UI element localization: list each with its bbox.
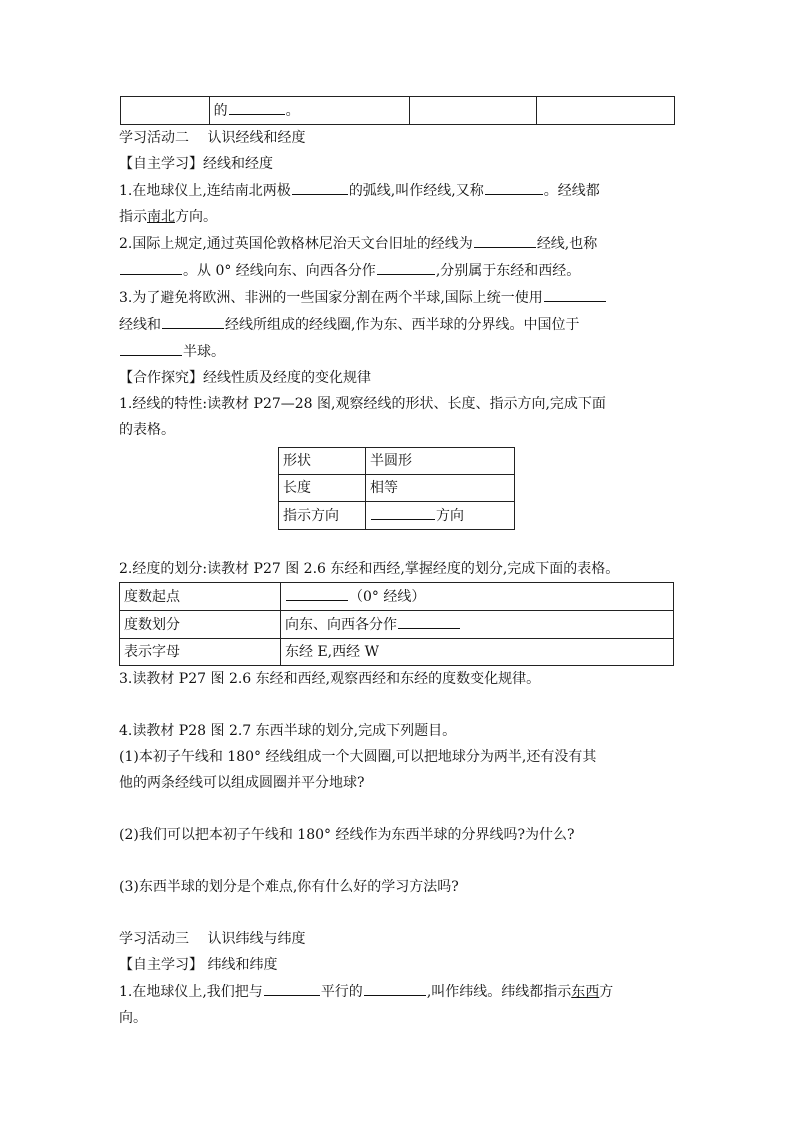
top-table-cell-3 xyxy=(410,97,536,125)
activity-2-title: 学习活动二 认识经线和经度 xyxy=(119,130,306,146)
table-cell-value: 半圆形 xyxy=(366,448,515,475)
text: 经线和 xyxy=(119,317,161,333)
text: 1.在地球仪上,我们把与 xyxy=(119,984,263,1000)
text: 经线所组成的经线圈,作为东、西半球的分界线。中国位于 xyxy=(225,317,580,333)
cooperative-inquiry-heading: 【合作探究】经线性质及经度的变化规律 xyxy=(119,370,371,386)
text: 方向。 xyxy=(175,209,217,225)
text: （0° 经线） xyxy=(349,589,426,605)
table-cell-value xyxy=(366,502,515,530)
answer-blank[interactable] xyxy=(398,611,460,629)
underlined-text: 东西 xyxy=(571,984,600,1000)
text: ,分别属于东经和西经。 xyxy=(435,263,581,279)
table-cell-value: 东经 E,西经 W xyxy=(281,639,674,666)
meridian-properties-table xyxy=(278,447,515,530)
inquiry-4-1-cont: 他的两条经线可以组成圆圈并平分地球? xyxy=(119,775,365,791)
answer-blank[interactable] xyxy=(229,97,285,115)
inquiry-4-1: (1)本初子午线和 180° 经线组成一个大圆圈,可以把地球分为两半,还有没有其 xyxy=(119,749,597,765)
table-cell-value xyxy=(281,583,674,611)
text: ,叫作纬线。纬线都指示 xyxy=(426,984,572,1000)
table-row xyxy=(279,475,515,502)
longitude-division-table xyxy=(119,582,674,666)
answer-blank[interactable] xyxy=(474,230,536,248)
answer-blank[interactable] xyxy=(485,177,543,195)
top-table-fragment xyxy=(120,96,675,125)
text: 平行的 xyxy=(320,984,363,1000)
answer-blank[interactable] xyxy=(544,284,606,302)
text: 向东、向西各分作 xyxy=(285,617,397,633)
text: 2.国际上规定,通过英国伦敦格林尼治天文台旧址的经线为 xyxy=(119,236,473,252)
inquiry-4: 4.读教材 P28 图 2.7 东西半球的划分,完成下列题目。 xyxy=(119,723,457,739)
table-cell-label: 形状 xyxy=(279,448,366,475)
activity-2-self-study-heading: 【自主学习】经线和经度 xyxy=(119,156,273,172)
inquiry-1-cont: 的表格。 xyxy=(119,422,175,438)
table-row xyxy=(120,639,674,666)
answer-blank[interactable] xyxy=(286,583,348,601)
top-table-cell-2 xyxy=(209,97,409,125)
answer-blank[interactable] xyxy=(292,177,348,195)
inquiry-1: 1.经线的特性:读教材 P27—28 图,观察经线的形状、长度、指示方向,完成下面 xyxy=(119,396,606,412)
text: 3.为了避免将欧洲、非洲的一些国家分割在两个半球,国际上统一使用 xyxy=(119,290,543,306)
activity-2-question-1-cont xyxy=(119,204,675,230)
answer-blank[interactable] xyxy=(120,338,182,356)
text: 经线,也称 xyxy=(536,236,598,252)
answer-blank[interactable] xyxy=(371,502,435,520)
table-row xyxy=(279,502,515,530)
activity-2-question-3-cont2 xyxy=(119,338,675,365)
activity-3-title: 学习活动三 认识纬线与纬度 xyxy=(119,931,306,947)
top-cell-text: 的 xyxy=(213,103,228,119)
inquiry-2: 2.经度的划分:读教材 P27 图 2.6 东经和西经,掌握经度的划分,完成下面的表格。 xyxy=(119,561,620,577)
activity-3-question-1 xyxy=(119,978,675,1005)
table-cell-label: 指示方向 xyxy=(279,502,366,530)
answer-blank[interactable] xyxy=(377,257,435,275)
worksheet-page xyxy=(119,96,675,1031)
top-table-cell-1 xyxy=(121,97,210,125)
text: 指示 xyxy=(119,209,147,225)
answer-blank[interactable] xyxy=(264,978,320,996)
table-cell-label: 度数起点 xyxy=(120,583,281,611)
activity-3-question-1-cont: 向。 xyxy=(119,1010,147,1026)
table-cell-value xyxy=(281,611,674,639)
activity-2-question-3-cont xyxy=(119,311,675,338)
text: 的弧线,叫作经线,又称 xyxy=(348,183,484,199)
activity-2-question-2 xyxy=(119,230,675,257)
answer-blank[interactable] xyxy=(364,978,426,996)
table-row xyxy=(279,448,515,475)
answer-blank[interactable] xyxy=(162,311,224,329)
inquiry-4-2: (2)我们可以把本初子午线和 180° 经线作为东西半球的分界线吗?为什么? xyxy=(119,827,575,843)
text: 。从 0° 经线向东、向西各分作 xyxy=(183,263,376,279)
table-cell-label: 长度 xyxy=(279,475,366,502)
text: 。经线都 xyxy=(543,183,600,199)
table-row xyxy=(120,583,674,611)
text: 1.在地球仪上,连结南北两极 xyxy=(119,183,291,199)
table-row xyxy=(120,611,674,639)
underlined-text: 南北 xyxy=(147,209,175,225)
text: 方向 xyxy=(436,508,464,524)
top-table-cell-4 xyxy=(536,97,674,125)
answer-blank[interactable] xyxy=(120,257,182,275)
table-cell-label: 度数划分 xyxy=(120,611,281,639)
text: 方 xyxy=(599,984,614,1000)
table-cell-value: 相等 xyxy=(366,475,515,502)
activity-3-self-study-heading: 【自主学习】 纬线和纬度 xyxy=(119,957,278,973)
activity-2-question-1 xyxy=(119,177,675,204)
text: 半球。 xyxy=(183,344,225,360)
top-cell-end: 。 xyxy=(285,103,300,119)
activity-2-question-2-cont xyxy=(119,257,675,284)
inquiry-4-3: (3)东西半球的划分是个难点,你有什么好的学习方法吗? xyxy=(119,879,459,895)
table-cell-label: 表示字母 xyxy=(120,639,281,666)
inquiry-3: 3.读教材 P27 图 2.6 东经和西经,观察西经和东经的度数变化规律。 xyxy=(119,671,541,687)
activity-2-question-3 xyxy=(119,284,675,311)
